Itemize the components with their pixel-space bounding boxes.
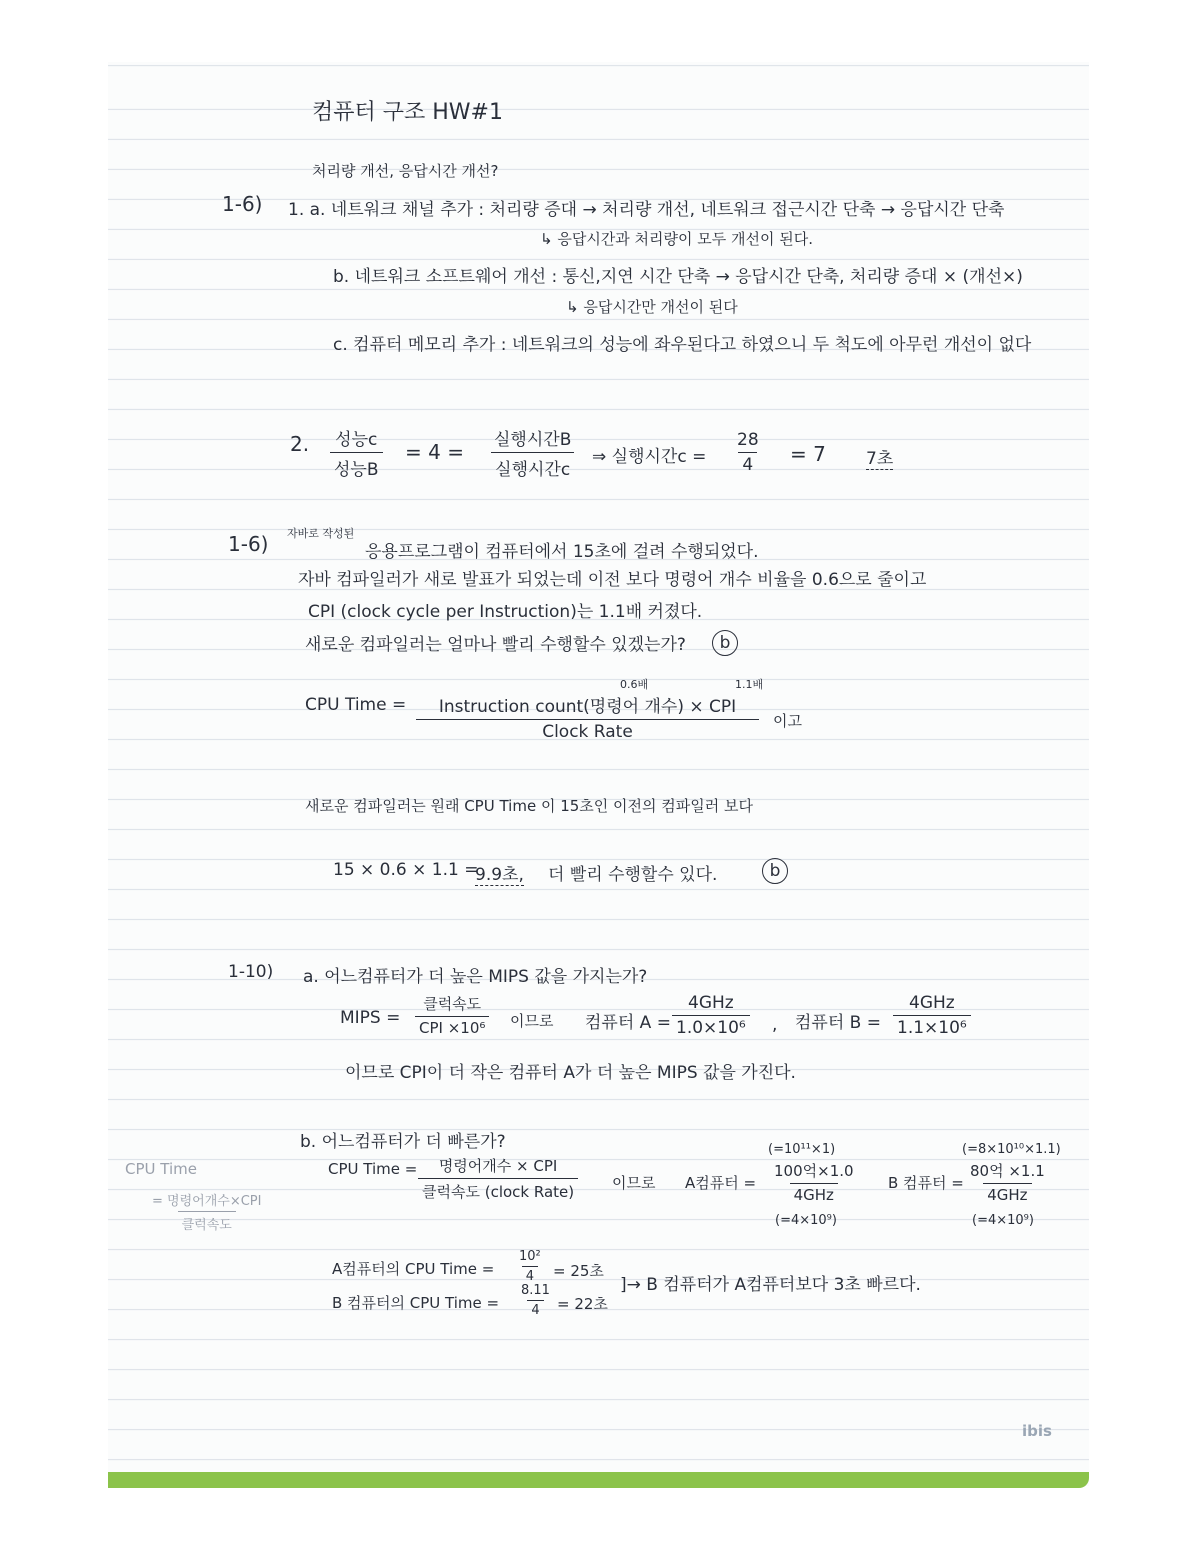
question-a: a. 어느컴퓨터가 더 높은 MIPS 값을 가지는가? — [303, 967, 648, 987]
cpu-fraction — [418, 1155, 578, 1202]
answer-mark — [712, 630, 738, 656]
fraction-num: 성능c — [335, 430, 378, 450]
fraction-den: 1.0×10⁶ — [672, 1015, 750, 1038]
comma: , — [772, 1015, 778, 1035]
fraction-den: 4 — [522, 1266, 538, 1284]
mips-label: MIPS = — [340, 1008, 401, 1028]
fraction-perf — [330, 425, 383, 480]
B-time-label: B 컴퓨터의 CPU Time = — [332, 1294, 500, 1312]
B-time-fraction — [517, 1283, 554, 1318]
fraction-num: 80억 ×1.1 — [970, 1162, 1045, 1180]
p2-line1: 응용프로그램이 컴퓨터에서 15초에 걸려 수행되었다. — [365, 542, 759, 562]
page-title: 컴퓨터 구조 HW#1 — [312, 100, 503, 125]
cpu-label: CPU Time = — [328, 1160, 418, 1178]
fraction-num: = 명령어개수×CPI — [152, 1194, 262, 1209]
q2-number: 2. — [290, 432, 310, 456]
A-time-label: A컴퓨터의 CPU Time = — [332, 1260, 495, 1278]
compA-label: 컴퓨터 A = — [585, 1013, 671, 1033]
fraction-28-4 — [733, 430, 763, 475]
margin-note-fraction — [148, 1190, 265, 1233]
equals-seven: = 7 — [790, 442, 826, 466]
B-bottom: (=4×10⁹) — [972, 1213, 1034, 1228]
B-label: B 컴퓨터 = — [888, 1174, 964, 1192]
B-time-result: = 22초 — [557, 1295, 608, 1313]
calc-result: 9.9초, — [475, 860, 524, 886]
fraction-den: 성능B — [330, 452, 383, 480]
answer-mark-text: b — [712, 630, 738, 656]
A-top: (=10¹¹×1) — [768, 1142, 836, 1157]
A-bottom: (=4×10⁹) — [775, 1213, 837, 1228]
B-fraction — [966, 1160, 1049, 1204]
answer-1c: c. 컴퓨터 메모리 추가 : 네트워크의 성능에 좌우된다고 하였으니 두 척도에 아무런 개선이 없다 — [333, 335, 1032, 355]
fraction-num: 4GHz — [909, 993, 955, 1013]
answer-1a-sub: ↳ 응답시간과 처리량이 모두 개선이 된다. — [540, 230, 814, 248]
A-label: A컴퓨터 = — [685, 1174, 757, 1192]
qa-conclusion: 이므로 CPI이 더 작은 컴퓨터 A가 더 높은 MIPS 값을 가진다. — [345, 1063, 796, 1083]
mips-fraction — [415, 993, 489, 1037]
p2-line3: CPI (clock cycle per Instruction)는 1.1배 커졌다. — [308, 602, 703, 622]
problem-label: 1-6) — [222, 192, 263, 216]
fraction-den: 4GHz — [790, 1183, 838, 1204]
fraction-den: 4 — [738, 452, 757, 475]
fraction-num: Instruction count(명령어 개수) × CPI — [438, 697, 737, 717]
answer-1b: b. 네트워크 소프트웨어 개선 : 통신,지연 시간 단축 → 응답시간 단축, 처리량 증대 × (개선×) — [333, 267, 1023, 287]
p2-line4: 새로운 컴파일러는 얼마나 빨리 수행할수 있겠는가? — [305, 635, 686, 655]
fraction-num: 100억×1.0 — [774, 1162, 854, 1180]
fraction-den: 4GHz — [983, 1183, 1031, 1204]
fraction-den: 실행시간c — [491, 452, 574, 480]
calc-mark — [762, 858, 788, 884]
B-top: (=8×10¹⁰×1.1) — [962, 1142, 1061, 1157]
cpu-time-suffix: 이고 — [773, 712, 802, 730]
A-time-result: = 25초 — [553, 1262, 604, 1280]
calc-tail: 더 빨리 수행할수 있다. — [548, 865, 718, 885]
problem-label: 1-10) — [228, 962, 274, 982]
fraction-den: Clock Rate — [416, 719, 759, 742]
compB-label: 컴퓨터 B = — [795, 1013, 881, 1033]
fraction-den: 1.1×10⁶ — [893, 1015, 971, 1038]
annotation-11: 1.1배 — [735, 678, 764, 691]
annotation-06: 0.6배 — [620, 678, 649, 691]
fraction-exec — [490, 425, 575, 480]
fraction-num: 8.11 — [521, 1283, 550, 1298]
fraction-den: 4 — [527, 1300, 543, 1318]
cpu-time-fraction — [420, 692, 755, 742]
compA-fraction — [672, 993, 750, 1038]
brand-logo: ibis — [1022, 1422, 1052, 1440]
notebook-edge — [108, 1472, 1089, 1488]
A-time-fraction — [515, 1249, 545, 1284]
fraction-num: 28 — [737, 430, 759, 450]
calc-mark-text: b — [762, 858, 788, 884]
exec-arrow: ⇒ 실행시간c = — [592, 447, 707, 467]
small-note: 자바로 작성된 — [287, 527, 355, 540]
b-conclusion: ]→ B 컴퓨터가 A컴퓨터보다 3초 빠르다. — [620, 1275, 921, 1295]
equals-four: = 4 = — [405, 440, 464, 464]
margin-note-title: CPU Time — [125, 1160, 197, 1178]
p2-line2: 자바 컴파일러가 새로 발표가 되었는데 이전 보다 명령어 개수 비율을 0.6으로 줄이고 — [298, 570, 927, 590]
cpu-mid: 이므로 — [612, 1174, 656, 1192]
fraction-den: 클럭속도 — [178, 1211, 236, 1233]
calc: 15 × 0.6 × 1.1 = — [333, 860, 479, 880]
problem-label: 1-6) — [228, 532, 269, 556]
fraction-den: 클럭속도 (clock Rate) — [418, 1178, 578, 1202]
fraction-num: 명령어개수 × CPI — [438, 1157, 558, 1175]
answer-1b-sub: ↳ 응답시간만 개선이 된다 — [566, 298, 738, 316]
subtitle: 처리량 개선, 응답시간 개선? — [312, 162, 499, 180]
q2-answer: 7초 — [866, 444, 893, 470]
p2-line5: 새로운 컴파일러는 원래 CPU Time 이 15초인 이전의 컴파일러 보다 — [305, 797, 753, 815]
fraction-den: CPI ×10⁶ — [415, 1016, 489, 1037]
compB-fraction — [893, 993, 971, 1038]
question-b: b. 어느컴퓨터가 더 빠른가? — [300, 1132, 506, 1152]
A-fraction — [770, 1160, 858, 1204]
mips-mid: 이므로 — [510, 1012, 554, 1030]
answer-1a: 1. a. 네트워크 채널 추가 : 처리량 증대 → 처리량 개선, 네트워크 접근시간 단축 → 응답시간 단축 — [288, 200, 1005, 220]
fraction-num: 4GHz — [688, 993, 734, 1013]
fraction-num: 실행시간B — [494, 430, 572, 450]
cpu-time-label: CPU Time = — [305, 695, 407, 715]
fraction-num: 10² — [519, 1249, 541, 1264]
fraction-num: 클럭속도 — [423, 995, 482, 1013]
